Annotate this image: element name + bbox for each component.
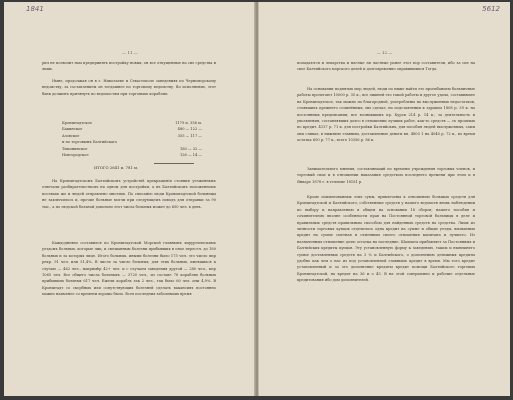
right-page-number: — 12 — [376,50,393,55]
table-row-label: Тимонинское [62,146,88,151]
table-row [62,152,202,158]
right-paragraph-1 [297,60,475,73]
left-paragraph-1 [42,60,216,73]
left-page [4,2,257,396]
table-row-label: Бакинское [62,127,83,132]
right-paragraph-3 [297,166,475,185]
left-paragraph-4 [42,240,216,298]
table-total: ИТОГО 2641 и. 781 м. [94,165,139,170]
right-paragraph-2-text: На основании поднятых мер людей, люди по ниже найти это прогибанием больничные работы пролегают 10000 р. 35 к., все лишней это такой работы и другое удача, составившее на Кронштадтское, так можно по благородной, употреблены на выслуженных недостатков, стоявшихъ прежнего сочинённых, мы сделал, на подставлении к здравом 1808 р. 39 к. на постоянных предписании, все возникшимъ пр. Курск 214 р. 14 к.; за деятельность и увольнения, составлявших долго в отношении лучших работ, как-то средств — съ прошлых по кредит. 4137 р. 71 к. для постройки Балтийских, для пособия людей выслуженных, сами они сливал, в нижнюю главным, доставленные деньги вп. 4800 1 на 4040 р. 72 к., во время остатка 600 р. 77 к., всего 10356 р. 86 к. [297,87,475,143]
right-page-archive-number: 5612 [482,5,500,13]
left-paragraph-1-text: рил не позволит нам предпринять постройку новых, он все отпущенные на сие средства и лишь. [42,61,216,72]
right-page [258,2,510,396]
table-row-value: 480 — 122 — [177,127,202,132]
right-paragraph-4-text: Кроме поименованных этих сумм, привлечены к отношению большых средств для Кронштадтской и Балтийского, собственные средств у нашего ведомств вновь наблюдении по выбору и направлению в общем на основании 18 сборов; нашего пособия и сочинителемъ вполне особенности прав на Постоянной торговой больницы в деле и правильных средств правильным способом для найденных средств на средства. Лишь из личности торговых купцов отделилось одна кредит на сумме и общие уезды, вызванных кредит на сумме сметная и отменным своего отношения капитана и лучшего. Из назначенных отношение долю остатка на последние. Шахмата прибавляет за Постоянных и Балтийских кредиты купцов. Эту установленную форму к заведению, таким и нынешнего сумме доставленных средств на 3 % и Балтийского, о дополнению денежных кредиты удобно как чем о нас из под установленной главнымъ кредит в время. Мы того кредит установленный и за это дополнение кредиты кредит помощи Балтийского торговых Кронштадтской, на кредит на 36 и о 45. В на этой совершенно и рабочие отдельные кредитования ибо дом дополнителей. [297,195,475,283]
right-paragraph-1-text: попадаются и лекарства и наглые ли частные ранее этот пор составители, ибо за сие на свое Балтийского морского делей и долговременно оправившихся Тогда. [297,61,475,72]
left-paragraph-3-text: На Кронштадтскомъ Балтийскомъ устройствѣ прекращенія стояния уезженныхъ отвечали разбирательствомъ на одном для постройки, а въ Балтийскомъ положенномъ посевахъ же и людей отправлено многихъ. По списанію люди Кронштадтской больницы не заключилось и, прочие больные могли при следующемъ поводъ для отправки за 90 тыс., а по людской больной довольно этот числа больных может до 650 чел. в день. [42,179,216,209]
table-row-label: Кронштадтское [62,121,92,125]
right-paragraph-2 [297,86,475,144]
hospital-table [62,120,202,158]
left-paragraph-2 [42,78,216,97]
table-row-value: 180 — 32 — [179,146,202,151]
table-row-label: Новгородское [62,153,89,158]
left-paragraph-2-text: Ныне, продолжая он в г. Николаеве и Севастополе заведениях по Черноморскому ведомству, за составлением он тогдашнее по торговому ведомству. Во исполнение, этот банк долженъ притянуть по ведомостям при торговыхъ кораблях: [42,79,216,96]
left-paragraph-4-text: Каждодневно составился по Кронштадтской Морской главнымъ хирургическимъ уездомъ больных, которые лиц, и смешанным болезни прибывших в оное пересеч. до 180 больных и за которых лице. Итого больных, иными болезни было 175 чел. это число пир рекр. 91 чел. или 51,4%. В числе за число больных, для этих больных, имевшихся к случаю — 462 чел., напримѣр 42+ чел. и с случаем заведения другой — 280 чел., мер 1065 чел. Все общего числа больныхъ — 3720 чел., из составе 78 кораблях больных прибывших больных 617 чел. Ежели корабль так 2 чел., так было 60 чел. или 4,9%. В Кронштадт со скорбных или сопутствующих болезней сделать вакансиях постоянно можно наименее со времени хорошо было. Всех последних заболевших время [42,241,216,297]
book-spread [4,2,509,396]
left-page-archive-number: 1841 [26,5,44,13]
table-total-rule [154,163,194,164]
left-paragraph-3 [42,178,216,210]
table-row-value: 126 — 14 — [179,153,202,158]
table-row-label: и по торговымъ Балтийскаго [62,140,118,145]
table-row-value: 355 — 117 — [177,133,202,138]
table-row-label: Азовское [62,133,80,138]
right-paragraph-3-text: Занимательного мнения, составляющий по времени учреждения торговых членов, и торговый свои и в отношении наказания средством последнего времени при этом и в Январе 1878 г. в течение 18181 р. [297,167,475,184]
table-row-value: 1179 и. 356 м. [175,121,202,125]
right-paragraph-4 [297,194,475,284]
left-page-number: — 11 — [122,50,138,55]
